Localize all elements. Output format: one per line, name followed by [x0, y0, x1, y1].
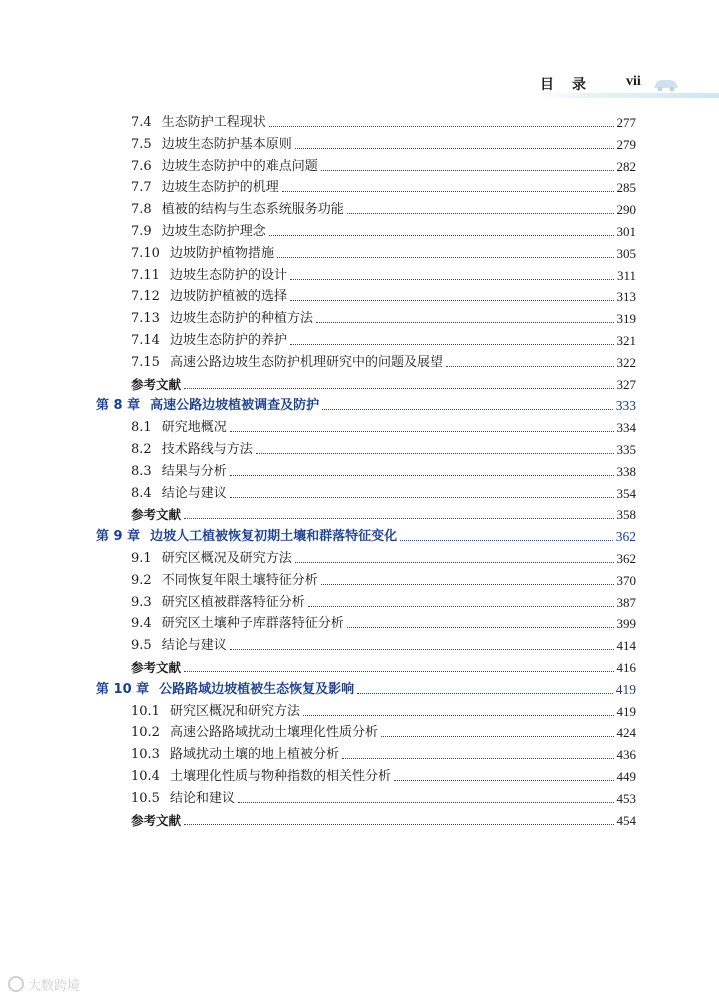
- toc-section-row[interactable]: [0, 722, 719, 744]
- toc-entry-label: [131, 221, 266, 243]
- toc-leader-dots: [308, 606, 614, 607]
- toc-entry-title: 高速公路边坡生态防护机理研究中的问题及展望: [169, 354, 443, 370]
- toc-entry-title: 生态防护工程现状: [161, 115, 266, 130]
- toc-leader-dots: [342, 758, 614, 759]
- toc-leader-dots: [290, 279, 614, 280]
- toc-page-number: 424: [616, 725, 636, 741]
- toc-section-row[interactable]: [0, 286, 719, 308]
- toc-section-row[interactable]: [0, 308, 719, 330]
- toc-entry-title: 参考文献: [131, 507, 182, 523]
- toc-leader-dots: [269, 235, 614, 236]
- toc-section-row[interactable]: [0, 788, 719, 810]
- toc-leader-dots: [357, 693, 613, 694]
- toc-entry-label: [96, 679, 354, 701]
- toc-leader-dots: [347, 627, 614, 628]
- toc-page-number: 327: [616, 376, 636, 392]
- toc-entry-label: [131, 134, 292, 156]
- toc-entry-title: 参考文献: [131, 660, 182, 675]
- toc-entry-title: 结论和建议: [169, 790, 235, 806]
- toc-entry-number: 10.3: [131, 747, 160, 763]
- toc-page-number: 362: [616, 551, 636, 566]
- toc-entry-number: 第 8 章: [96, 398, 141, 414]
- toc-page-number: 338: [616, 463, 636, 479]
- toc-entry-title: 参考文献: [131, 812, 182, 828]
- toc-page-number: 333: [615, 398, 636, 414]
- toc-leader-dots: [321, 170, 614, 171]
- toc-entry-label: [131, 657, 181, 679]
- toc-entry-title: 边坡人工植被恢复初期土壤和群落特征变化: [150, 529, 398, 545]
- toc-page-number: 301: [616, 224, 636, 239]
- toc-page-number: 279: [616, 136, 636, 152]
- toc-entry-title: 边坡生态防护理念: [161, 224, 266, 239]
- toc-entry-title: 研究区概况及研究方法: [161, 551, 292, 566]
- toc-entry-number: 7.10: [131, 245, 160, 261]
- toc-page-number: 419: [615, 681, 636, 697]
- toc-entry-number: 9.2: [131, 572, 152, 588]
- toc-entry-label: [131, 570, 318, 592]
- toc-entry-number: 7.14: [131, 333, 160, 348]
- toc-leader-dots: [381, 736, 614, 737]
- toc-leader-dots: [295, 562, 614, 563]
- toc-entry-number: 9.5: [131, 638, 152, 654]
- toc-references-row[interactable]: [0, 504, 719, 526]
- toc-page-number: 416: [616, 660, 636, 675]
- toc-section-row[interactable]: [0, 592, 719, 614]
- toc-entry-label: [131, 483, 227, 505]
- toc-chapter-row[interactable]: [0, 679, 719, 701]
- toc-entry-label: [131, 265, 287, 287]
- toc-entry-number: 8.1: [131, 420, 152, 436]
- toc-leader-dots: [230, 431, 614, 432]
- toc-entry-number: 9.1: [131, 551, 152, 566]
- watermark-text: 大数跨境: [28, 978, 81, 994]
- toc-page-number: 362: [615, 529, 636, 545]
- toc-entry-label: [131, 243, 274, 265]
- toc-entry-number: 7.7: [131, 180, 152, 196]
- toc-section-row[interactable]: [0, 177, 719, 199]
- toc-leader-dots: [184, 824, 614, 825]
- toc-page-number: 399: [616, 616, 636, 632]
- toc-section-row[interactable]: [0, 221, 719, 243]
- toc-entry-label: [131, 613, 344, 635]
- toc-leader-dots: [269, 126, 614, 127]
- toc-entry-label: [131, 156, 318, 178]
- toc-leader-dots: [290, 300, 614, 301]
- toc-section-row[interactable]: [0, 199, 719, 221]
- toc-section-row[interactable]: [0, 766, 719, 788]
- toc-entry-number: 10.2: [131, 725, 160, 741]
- toc-entry-title: 技术路线与方法: [161, 442, 253, 457]
- toc-leader-dots: [295, 148, 614, 149]
- toc-page-number: 290: [616, 202, 636, 218]
- toc-page-number: 335: [616, 442, 636, 457]
- toc-leader-dots: [230, 497, 614, 498]
- header-title: 目录: [540, 77, 604, 93]
- toc-entry-number: 7.4: [131, 115, 152, 130]
- toc-section-row[interactable]: [0, 613, 719, 635]
- toc-entry-title: 结论与建议: [161, 485, 227, 501]
- toc-page-number: 321: [616, 333, 636, 348]
- toc-entry-label: [96, 395, 319, 417]
- toc-entry-label: [131, 330, 287, 352]
- toc-entry-label: [131, 374, 181, 396]
- toc-leader-dots: [400, 540, 613, 541]
- running-header: [540, 74, 719, 98]
- toc-page-number: 453: [616, 790, 636, 806]
- toc-section-row[interactable]: [0, 483, 719, 505]
- toc-leader-dots: [316, 322, 614, 323]
- toc-entry-number: 10.5: [131, 790, 160, 806]
- toc-entry-title: 高速公路路域扰动土壤理化性质分析: [169, 725, 378, 741]
- toc-leader-dots: [321, 584, 614, 585]
- toc-section-row[interactable]: [0, 701, 719, 723]
- header-page-number: vii: [626, 74, 641, 89]
- toc-section-row[interactable]: [0, 243, 719, 265]
- toc-entry-number: 8.3: [131, 463, 152, 479]
- car-icon: [652, 76, 680, 92]
- toc-leader-dots: [184, 388, 614, 389]
- toc-entry-number: 8.4: [131, 485, 152, 501]
- toc-entry-number: 9.4: [131, 616, 152, 632]
- toc-leader-dots: [394, 780, 614, 781]
- toc-entry-number: 8.2: [131, 442, 152, 457]
- toc-entry-label: [131, 439, 253, 461]
- toc-page-number: 414: [616, 638, 636, 654]
- toc-page-number: 419: [616, 703, 636, 719]
- toc-entry-number: 第 10 章: [96, 681, 150, 697]
- toc-entry-label: [131, 177, 279, 199]
- toc-entry-label: [131, 286, 287, 308]
- toc-entry-title: 研究地概况: [161, 420, 227, 436]
- toc-entry-title: 边坡生态防护基本原则: [161, 136, 292, 152]
- toc-page-number: 282: [616, 158, 636, 174]
- toc-page-number: 449: [616, 769, 636, 784]
- toc-section-row[interactable]: [0, 134, 719, 156]
- toc-entry-number: 7.11: [131, 267, 160, 283]
- toc-entry-title: 结果与分析: [161, 463, 227, 479]
- toc-references-row[interactable]: [0, 657, 719, 679]
- toc-section-row[interactable]: [0, 461, 719, 483]
- toc-section-row[interactable]: [0, 265, 719, 287]
- brand-logo-icon: [8, 976, 24, 992]
- toc-section-row[interactable]: [0, 548, 719, 570]
- toc-entry-label: [131, 592, 305, 614]
- toc-leader-dots: [322, 409, 613, 410]
- toc-section-row[interactable]: [0, 744, 719, 766]
- toc-entry-number: 7.15: [131, 354, 160, 370]
- toc-entry-number: 第 9 章: [96, 529, 141, 545]
- toc-entry-label: [131, 308, 313, 330]
- toc-entry-label: [131, 504, 181, 526]
- toc-entry-label: [131, 788, 235, 810]
- toc-entry-title: 研究区概况和研究方法: [169, 703, 300, 719]
- toc-page-number: 277: [616, 115, 636, 130]
- toc-entry-title: 高速公路边坡植被调查及防护: [150, 398, 320, 414]
- toc-entry-number: 10.4: [131, 769, 160, 784]
- toc-entry-number: 9.3: [131, 594, 152, 610]
- toc-entry-label: [131, 112, 266, 134]
- toc-references-row[interactable]: [0, 810, 719, 832]
- toc-leader-dots: [230, 475, 614, 476]
- toc-entry-title: 边坡生态防护的机理: [161, 180, 279, 196]
- toc-page-number: 387: [616, 594, 636, 610]
- toc-leader-dots: [282, 191, 614, 192]
- toc-leader-dots: [446, 366, 614, 367]
- toc-entry-title: 边坡生态防护中的难点问题: [161, 158, 318, 174]
- toc-page-number: 454: [616, 812, 636, 828]
- toc-chapter-row[interactable]: [0, 395, 719, 417]
- toc-entry-label: [131, 722, 378, 744]
- toc-entry-label: [131, 548, 292, 570]
- toc-entry-label: [131, 810, 181, 832]
- toc-leader-dots: [256, 453, 614, 454]
- toc-entry-title: 植被的结构与生态系统服务功能: [161, 202, 344, 218]
- toc-entry-title: 边坡防护植物措施: [169, 245, 274, 261]
- toc-leader-dots: [290, 344, 614, 345]
- toc-page-number: 305: [616, 245, 636, 261]
- toc-page-number: 334: [616, 420, 636, 436]
- toc-section-row[interactable]: [0, 635, 719, 657]
- toc-chapter-row[interactable]: [0, 526, 719, 548]
- toc-entry-label: [131, 352, 443, 374]
- toc-page-number: 354: [616, 485, 636, 501]
- toc-page-number: 313: [616, 289, 636, 305]
- toc-entry-title: 公路路域边坡植被生态恢复及影响: [159, 681, 355, 697]
- watermark: [8, 974, 80, 994]
- toc-section-row[interactable]: [0, 330, 719, 352]
- toc-entry-title: 研究区植被群落特征分析: [161, 594, 305, 610]
- toc-leader-dots: [230, 649, 614, 650]
- toc-page-number: 358: [616, 507, 636, 523]
- toc-entry-number: 7.9: [131, 224, 152, 239]
- toc-page-number: 436: [616, 747, 636, 763]
- toc-entry-number: 7.6: [131, 158, 152, 174]
- toc-entry-title: 不同恢复年限土壤特征分析: [161, 572, 318, 588]
- toc-entry-number: 7.5: [131, 136, 152, 152]
- toc-section-row[interactable]: [0, 112, 719, 134]
- toc-references-row[interactable]: [0, 374, 719, 396]
- toc-entry-title: 土壤理化性质与物种指数的相关性分析: [169, 769, 391, 784]
- toc-section-row[interactable]: [0, 417, 719, 439]
- toc-page-number: 285: [616, 180, 636, 196]
- toc-leader-dots: [277, 257, 614, 258]
- toc-entry-title: 研究区土壤种子库群落特征分析: [161, 616, 344, 632]
- toc-leader-dots: [184, 671, 614, 672]
- toc-entry-title: 边坡防护植被的选择: [169, 289, 287, 305]
- toc-leader-dots: [347, 213, 614, 214]
- toc-entry-number: 7.12: [131, 289, 160, 305]
- toc-entry-label: [131, 635, 227, 657]
- toc-entry-label: [131, 701, 300, 723]
- toc-section-row[interactable]: [0, 570, 719, 592]
- toc-section-row[interactable]: [0, 439, 719, 461]
- toc-entry-number: 10.1: [131, 703, 160, 719]
- toc-page-number: 370: [616, 572, 636, 588]
- toc-entry-label: [131, 461, 227, 483]
- toc-entry-title: 路域扰动土壤的地上植被分析: [169, 747, 339, 763]
- toc-page-number: 311: [616, 267, 636, 283]
- toc-leader-dots: [303, 715, 614, 716]
- toc-entry-number: 7.8: [131, 202, 152, 218]
- toc-entry-label: [131, 199, 344, 221]
- toc-entry-title: 边坡生态防护的养护: [169, 333, 287, 348]
- toc-entry-title: 边坡生态防护的设计: [169, 267, 287, 283]
- toc-page-number: 319: [616, 311, 636, 327]
- toc-entry-label: [131, 744, 339, 766]
- toc-entry-title: 边坡生态防护的种植方法: [169, 311, 313, 327]
- toc-entry-label: [131, 766, 391, 788]
- toc-section-row[interactable]: [0, 352, 719, 374]
- toc-entry-label: [96, 526, 397, 548]
- toc-entry-label: [131, 417, 227, 439]
- toc-section-row[interactable]: [0, 156, 719, 178]
- toc-entry-title: 参考文献: [131, 376, 182, 392]
- toc-entry-number: 7.13: [131, 311, 160, 327]
- toc-page-number: 322: [616, 354, 636, 370]
- toc-leader-dots: [184, 518, 614, 519]
- toc-entry-title: 结论与建议: [161, 638, 227, 654]
- toc-leader-dots: [238, 802, 614, 803]
